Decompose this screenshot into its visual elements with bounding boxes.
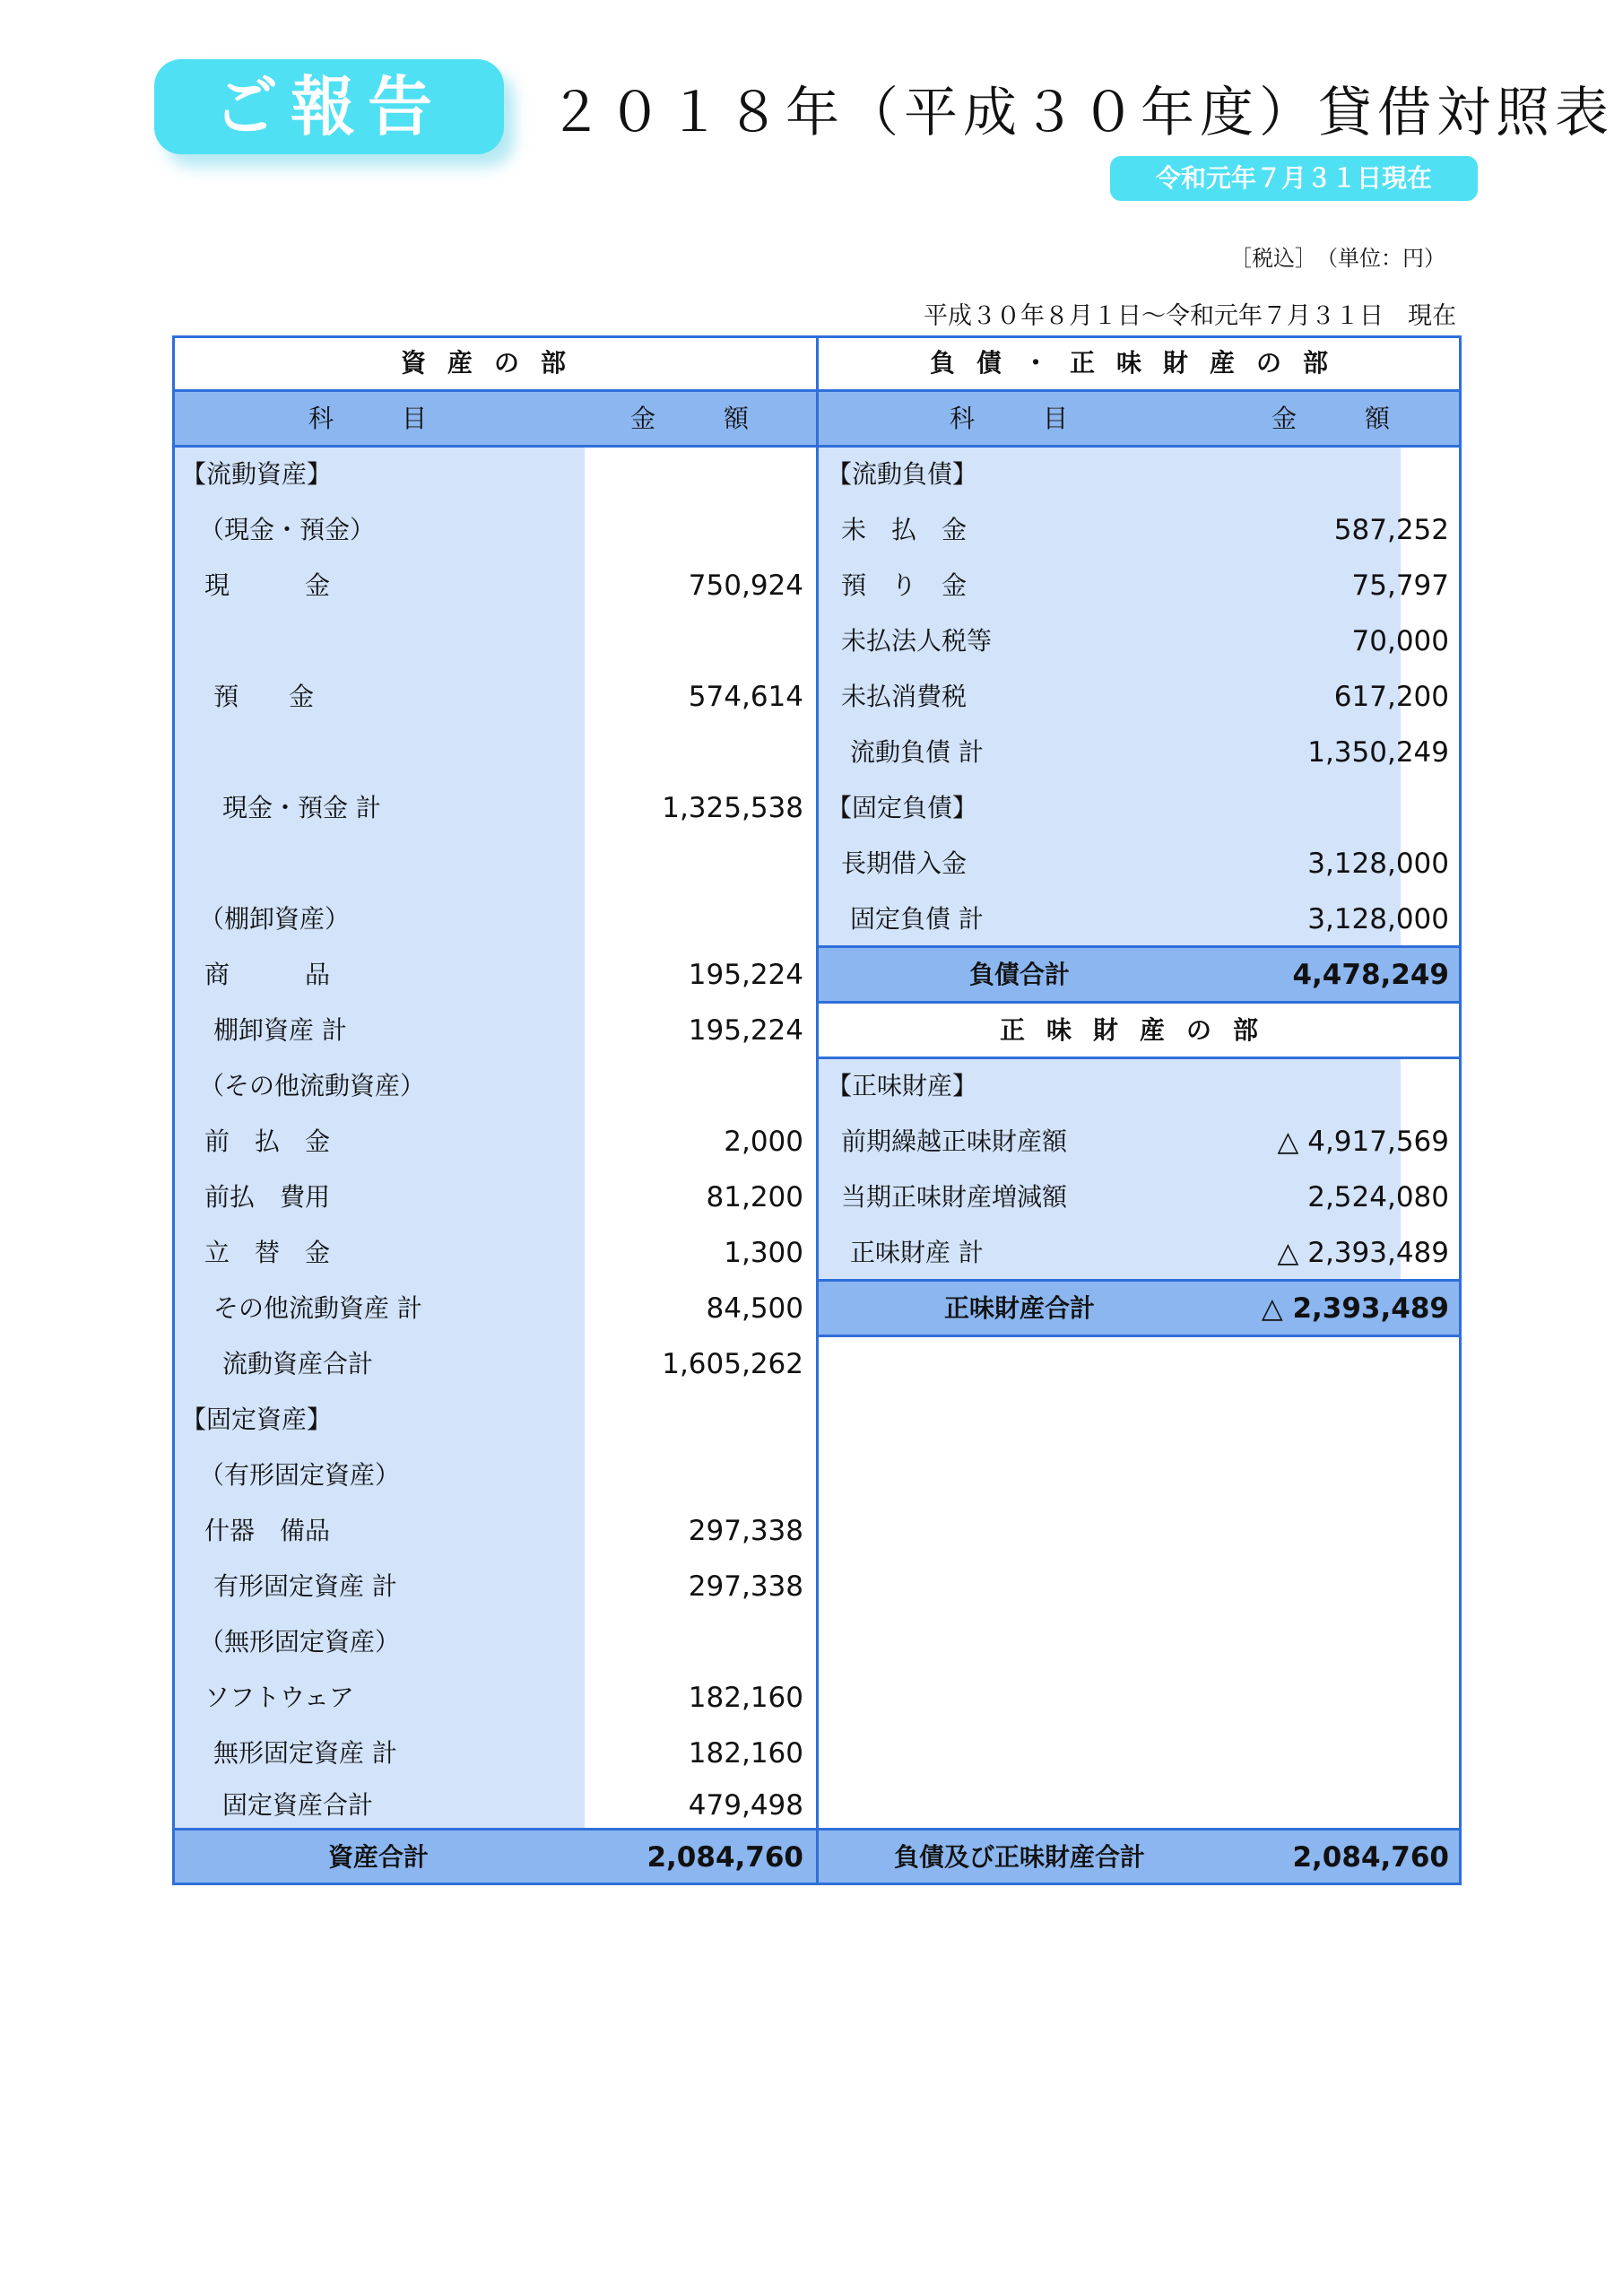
net-assets-total-label: 正味財産合計 [943,1293,1095,1323]
assets-total-amount: 2,084,760 [647,1841,803,1874]
asset-row-amount: 81,200 [706,1181,803,1213]
asset-row-label: 什器 備品 [204,1516,331,1545]
asset-row-label: 流動資産合計 [222,1349,374,1378]
period-note: 平成３０年８月１日〜令和元年７月３１日 現在 [924,302,1456,330]
liab-row-label: 長期借入金 [841,848,968,878]
net-assets-total-amount: △ 2,393,489 [1261,1292,1449,1325]
asset-row-label: 無形固定資産 計 [213,1738,397,1768]
asset-row-label: 有形固定資産 計 [213,1571,397,1601]
assets-col-amount: 金 額 [629,404,770,433]
asset-row-amount: 84,500 [706,1292,803,1325]
liabilities-section-title: 負債・正味財産の部 [929,348,1350,378]
asset-row-label: 商 品 [204,960,331,989]
asset-row-label: （無形固定資産） [199,1627,401,1657]
liab-row-label: 【流動負債】 [827,459,978,489]
liab-row-amount: 75,797 [1351,570,1449,602]
asset-row-amount: 182,160 [688,1737,803,1770]
liab-col-amount: 金 額 [1271,404,1411,433]
asset-row-label: 預 金 [213,682,315,711]
asset-row-label: （有形固定資産） [199,1460,401,1490]
assets-total-label: 資産合計 [327,1842,429,1872]
net-assets-section-title: 正味財産の部 [999,1015,1280,1045]
liab-row-amount: 3,128,000 [1307,903,1449,935]
asset-row-label: その他流動資産 計 [213,1293,422,1323]
assets-section-title: 資産の部 [400,348,587,378]
assets-col-item: 科 目 [308,404,448,433]
liab-row-amount: 3,128,000 [1307,848,1449,880]
asset-row-label: 前払 費用 [204,1182,331,1212]
liab-col-item: 科 目 [949,404,1089,433]
asset-row-label: 前 払 金 [204,1126,331,1156]
liab-row-label: 未払法人税等 [841,626,993,656]
as-of-date-badge: 令和元年７月３１日現在 [1110,156,1478,201]
asset-row-amount: 1,325,538 [662,792,803,824]
asset-row-amount: 1,605,262 [662,1348,803,1380]
liab-row-label: 預 り 金 [841,570,968,600]
asset-row-label: （その他流動資産） [199,1071,426,1100]
net-row-amount: △ 2,393,489 [1277,1237,1449,1269]
unit-note: ［税込］ （単位：円） [1230,246,1445,271]
liab-row-amount: 70,000 [1351,625,1449,657]
asset-row-amount: 297,338 [688,1570,803,1603]
liab-row-amount: 587,252 [1333,514,1449,546]
liab-row-label: 未 払 金 [841,515,968,544]
asset-row-amount: 182,160 [688,1682,803,1714]
asset-row-label: （棚卸資産） [199,904,351,934]
page-title: ２０１８年（平成３０年度）貸借対照表 [549,82,1614,144]
net-row-amount: 2,524,080 [1307,1181,1449,1213]
liab-row-label: 固定負債 計 [850,904,984,934]
asset-row-label: ソフトウェア [204,1683,354,1712]
net-row-amount: △ 4,917,569 [1277,1126,1449,1158]
asset-row-amount: 195,224 [688,959,803,991]
asset-row-amount: 750,924 [688,570,803,602]
net-row-label: 正味財産 計 [850,1238,984,1267]
net-row-label: 当期正味財産増減額 [841,1182,1068,1212]
asset-row-amount: 2,000 [724,1126,803,1158]
liab-row-amount: 617,200 [1333,681,1449,713]
liab-row-label: 流動負債 計 [850,737,984,767]
asset-row-label: 棚卸資産 計 [213,1015,347,1045]
asset-row-label: 現 金 [204,570,331,600]
asset-row-amount: 297,338 [688,1515,803,1547]
liab-row-label: 未払消費税 [841,682,968,711]
liabilities-total-amount: 4,478,249 [1292,959,1449,991]
asset-row-label: 【固定資産】 [181,1405,333,1434]
center-divider [816,335,819,1885]
asset-row-label: 現金・預金 計 [222,793,381,822]
report-badge: ご報告 [154,59,504,154]
asset-row-label: （現金・預金） [199,515,376,544]
balance-sheet-table [172,335,1462,1885]
asset-row-label: 立 替 金 [204,1238,331,1267]
asset-row-label: 固定資産合計 [222,1790,374,1820]
asset-row-amount: 195,224 [688,1014,803,1047]
liab-row-amount: 1,350,249 [1307,736,1449,769]
asset-row-amount: 479,498 [688,1789,803,1822]
asset-row-label: 【流動資産】 [181,459,333,489]
liabilities-total-label: 負債合計 [968,960,1070,989]
grand-total-label: 負債及び正味財産合計 [893,1842,1145,1872]
net-row-label: 【正味財産】 [827,1071,978,1100]
asset-row-amount: 574,614 [688,681,803,713]
grand-total-amount: 2,084,760 [1292,1841,1449,1874]
net-row-label: 前期繰越正味財産額 [841,1126,1068,1156]
liab-row-label: 【固定負債】 [827,793,978,822]
asset-row-amount: 1,300 [724,1237,803,1269]
